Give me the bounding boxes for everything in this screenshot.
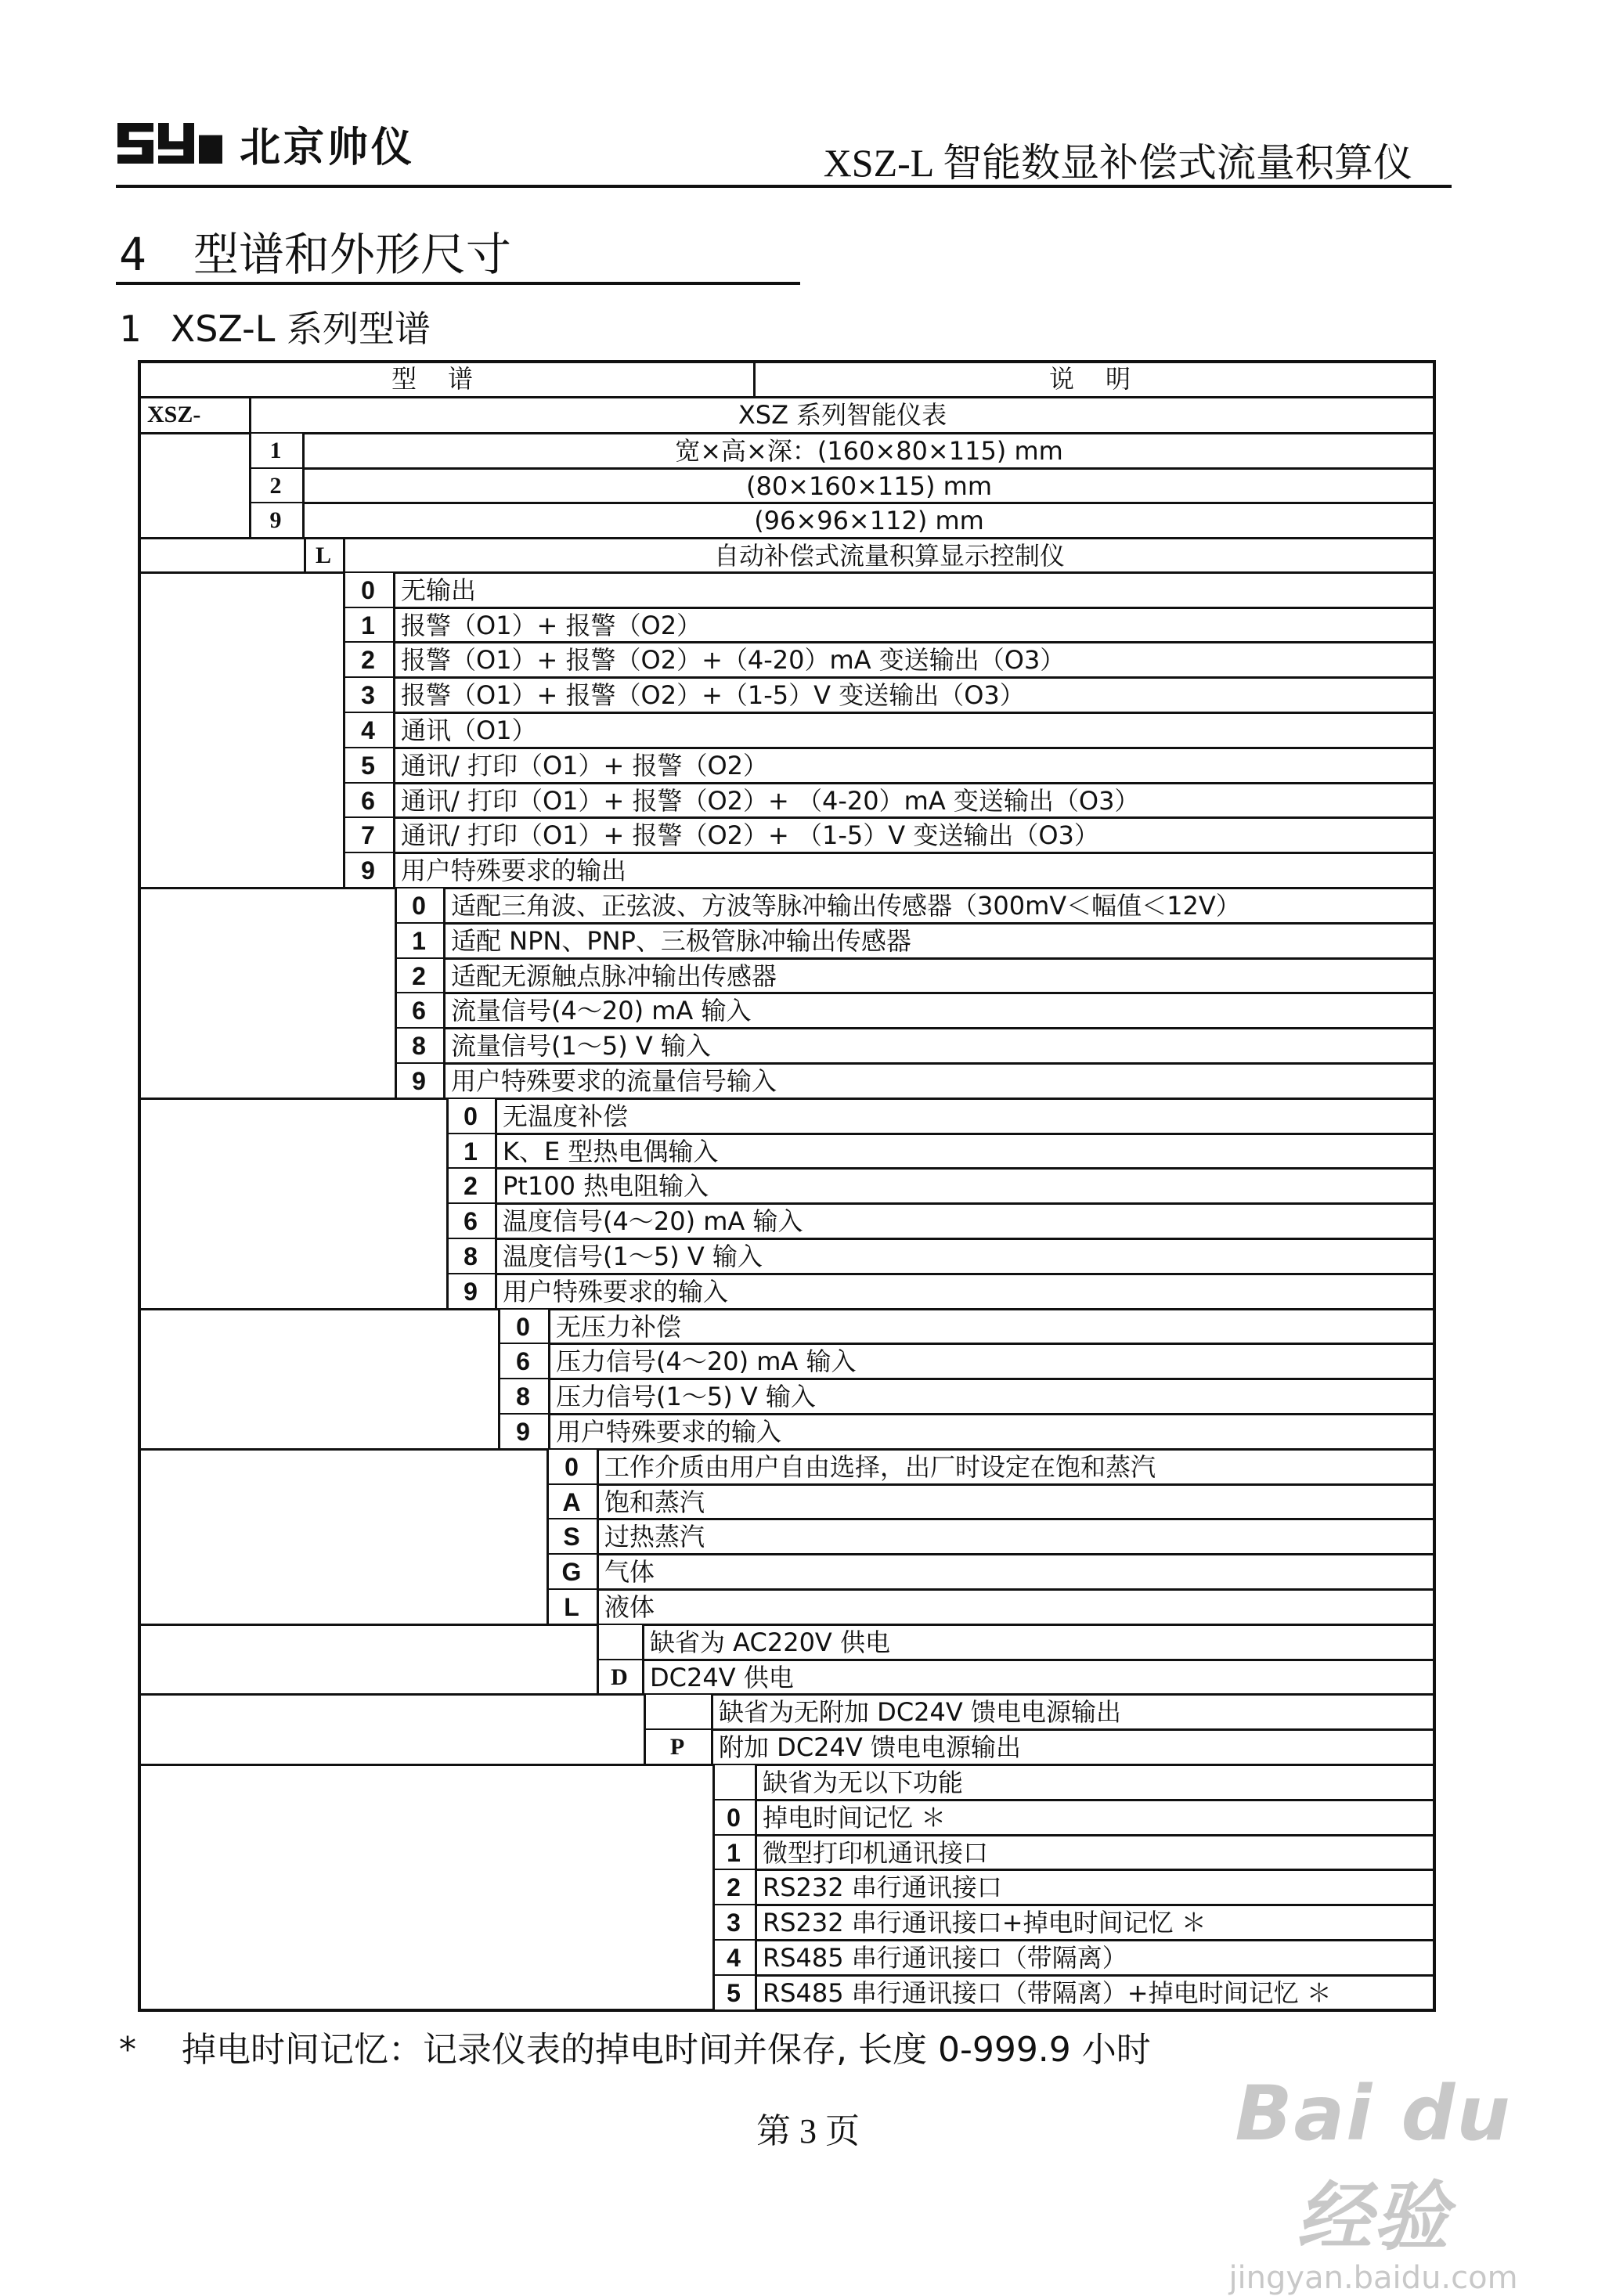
- desc-outputs-9: 用户特殊要求的输出: [401, 856, 627, 886]
- code-col-left: [395, 888, 397, 1099]
- desc-flow_inputs-2: 适配无源触点脉冲输出传感器: [451, 961, 777, 991]
- desc-sizes-9: (96×96×112) mm: [754, 506, 984, 536]
- code-media-L: L: [546, 1590, 597, 1624]
- desc-feed-P: 附加 DC24V 馈电电源输出: [719, 1732, 1021, 1763]
- desc-media-G: 气体: [604, 1557, 655, 1588]
- desc-functions-default: 缺省为无以下功能: [763, 1768, 964, 1797]
- code-flow_inputs-6: 6: [395, 993, 443, 1028]
- code-col-left: [446, 1099, 449, 1310]
- desc-pressure_inputs-0: 无压力补偿: [556, 1311, 682, 1342]
- page-number: 第 3 页: [756, 2112, 860, 2150]
- desc-outputs-4: 通讯（O1）: [401, 715, 537, 745]
- desc-media-L: 液体: [604, 1592, 655, 1622]
- code-col-left: [249, 434, 251, 539]
- desc-pressure_inputs-9: 用户特殊要求的输入: [556, 1417, 782, 1447]
- group-rule: [138, 2009, 1436, 2012]
- code-series: L: [315, 542, 331, 568]
- code-media-0: 0: [546, 1450, 597, 1484]
- watermark-brand: Bai du 经验: [1235, 2070, 1512, 2261]
- code-col-left: [597, 1625, 599, 1696]
- desc-pressure_inputs-8: 压力信号(1～5) V 输入: [556, 1382, 816, 1412]
- code-col-right: [548, 1310, 550, 1450]
- code-col-left: [546, 1450, 549, 1625]
- code-functions-5: 5: [712, 1976, 755, 2010]
- company-name: 北京帅仪: [240, 123, 416, 171]
- code-functions-default: [712, 1765, 755, 1800]
- code-sizes-1: 1: [249, 434, 302, 468]
- code-functions-0: 0: [712, 1800, 755, 1835]
- code-sizes-9: 9: [249, 503, 302, 538]
- desc-feed-default: 缺省为无附加 DC24V 馈电电源输出: [719, 1697, 1121, 1728]
- code-temp_inputs-6: 6: [446, 1204, 495, 1238]
- code-flow_inputs-9: 9: [395, 1064, 443, 1098]
- code-pressure_inputs-8: 8: [498, 1379, 548, 1414]
- desc-pressure_inputs-6: 压力信号(4～20) mA 输入: [556, 1346, 857, 1377]
- desc-outputs-6: 通讯/ 打印（O1）+ 报警（O2）+ （4-20）mA 变送输出（O3）: [401, 785, 1140, 816]
- footnote: [119, 2021, 1151, 2071]
- desc-temp_inputs-2: Pt100 热电阻输入: [503, 1171, 709, 1202]
- desc-outputs-2: 报警（O1）+ 报警（O2）+（4-20）mA 变送输出（O3）: [401, 645, 1066, 676]
- desc-media-0: 工作介质由用户自由选择，出厂时设定在饱和蒸汽: [604, 1451, 1156, 1482]
- code-functions-1: 1: [712, 1836, 755, 1870]
- code-outputs-5: 5: [343, 748, 393, 783]
- desc-power-default: 缺省为 AC220V 供电: [650, 1627, 890, 1657]
- code-feed-P: P: [644, 1730, 711, 1764]
- code-temp_inputs-9: 9: [446, 1274, 495, 1309]
- desc-flow_inputs-8: 流量信号(1～5) V 输入: [451, 1031, 711, 1061]
- code-flow_inputs-2: 2: [395, 959, 443, 993]
- desc-outputs-0: 无输出: [401, 575, 477, 605]
- desc-power-D: DC24V 供电: [650, 1662, 794, 1692]
- desc-flow_inputs-1: 适配 NPN、PNP、三极管脉冲输出传感器: [451, 925, 911, 956]
- code-sizes-2: 2: [249, 469, 302, 503]
- code-flow_inputs-1: 1: [395, 924, 443, 958]
- code-col-right: [711, 1695, 713, 1765]
- code-col-left: [712, 1765, 715, 2011]
- desc-media-S: 过热蒸汽: [604, 1522, 705, 1552]
- code-outputs-4: 4: [343, 713, 393, 748]
- code-functions-3: 3: [712, 1905, 755, 1940]
- header-description: 说明: [1049, 364, 1163, 394]
- desc-flow_inputs-6: 流量信号(4～20) mA 输入: [451, 996, 752, 1026]
- desc-flow_inputs-9: 用户特殊要求的流量信号输入: [451, 1066, 777, 1096]
- code-outputs-2: 2: [343, 643, 393, 677]
- row-rule: [546, 1553, 1436, 1555]
- code-col-right: [597, 1450, 599, 1625]
- desc-functions-5: RS485 串行通讯接口（带隔离）+掉电时间记忆 ＊: [763, 1977, 1332, 2008]
- document-title: XSZ-L 智能数显补偿式流量积算仪: [823, 141, 1412, 185]
- group-rule: [138, 1308, 1436, 1310]
- desc-functions-4: RS485 串行通讯接口（带隔离）: [763, 1943, 1127, 1973]
- col-rule: [304, 539, 306, 573]
- desc-flow_inputs-0: 适配三角波、正弦波、方波等脉冲输出传感器（300mV＜幅值＜12V）: [451, 891, 1241, 921]
- code-col-left: [498, 1310, 500, 1450]
- code-col-right: [642, 1625, 644, 1696]
- footnote-mark: *: [119, 2030, 136, 2070]
- subsection-number: 1: [119, 308, 141, 350]
- code-outputs-7: 7: [343, 818, 393, 852]
- code-media-S: S: [546, 1519, 597, 1554]
- desc-temp_inputs-9: 用户特殊要求的输入: [503, 1276, 729, 1307]
- row-rule: [546, 1588, 1436, 1591]
- watermark: [1209, 2070, 1538, 2296]
- group-rule: [138, 1098, 1436, 1100]
- desc-temp_inputs-1: K、E 型热电偶输入: [503, 1136, 719, 1166]
- code-col-right: [495, 1099, 497, 1310]
- code-temp_inputs-2: 2: [446, 1169, 495, 1203]
- code-col-right: [302, 434, 305, 539]
- code-pressure_inputs-9: 9: [498, 1415, 548, 1449]
- code-col-right: [443, 888, 445, 1099]
- code-outputs-1: 1: [343, 608, 393, 643]
- desc-outputs-1: 报警（O1）+ 报警（O2）: [401, 610, 702, 640]
- desc-functions-1: 微型打印机通讯接口: [763, 1837, 989, 1868]
- code-functions-2: 2: [712, 1870, 755, 1905]
- code-base: XSZ-: [147, 402, 201, 427]
- watermark-url: jingyan.baidu.com: [1228, 2260, 1518, 2296]
- row-rule: [138, 571, 1436, 574]
- code-outputs-0: 0: [343, 573, 393, 607]
- header-divider: [753, 360, 756, 396]
- code-temp_inputs-8: 8: [446, 1239, 495, 1274]
- code-media-G: G: [546, 1555, 597, 1589]
- code-outputs-6: 6: [343, 784, 393, 818]
- desc-functions-2: RS232 串行通讯接口: [763, 1872, 1002, 1903]
- desc-functions-0: 掉电时间记忆 ＊: [763, 1802, 947, 1833]
- desc-sizes-2: (80×160×115) mm: [746, 470, 992, 501]
- desc-temp_inputs-0: 无温度补偿: [503, 1101, 629, 1131]
- section-title-text: 型谱和外形尺寸: [193, 228, 511, 281]
- code-temp_inputs-1: 1: [446, 1134, 495, 1169]
- desc-series: 自动补偿式流量积算显示控制仪: [713, 540, 1065, 571]
- header-model: 型谱: [391, 364, 505, 394]
- code-pressure_inputs-6: 6: [498, 1344, 548, 1379]
- desc-media-A: 饱和蒸汽: [604, 1487, 705, 1517]
- desc-base: XSZ 系列智能仪表: [738, 400, 947, 430]
- desc-outputs-5: 通讯/ 打印（O1）+ 报警（O2）: [401, 750, 769, 780]
- code-col-right: [393, 573, 395, 888]
- code-power-D: D: [597, 1660, 642, 1695]
- desc-sizes-1: 宽×高×深：(160×80×115) mm: [675, 436, 1063, 466]
- desc-functions-3: RS232 串行通讯接口+掉电时间记忆 ＊: [763, 1908, 1207, 1938]
- code-flow_inputs-0: 0: [395, 888, 443, 923]
- code-media-A: A: [546, 1485, 597, 1519]
- code-outputs-3: 3: [343, 678, 393, 712]
- desc-temp_inputs-8: 温度信号(1～5) V 输入: [503, 1242, 763, 1271]
- code-col-left: [644, 1695, 646, 1765]
- code-feed-default: [644, 1695, 711, 1729]
- desc-outputs-3: 报警（O1）+ 报警（O2）+（1-5）V 变送输出（O3）: [401, 680, 1025, 711]
- code-col-right: [755, 1765, 757, 2011]
- desc-outputs-7: 通讯/ 打印（O1）+ 报警（O2）+ （1-5）V 变送输出（O3）: [401, 820, 1099, 851]
- footnote-text: 掉电时间记忆：记录仪表的掉电时间并保存, 长度 0-999.9 小时: [182, 2030, 1151, 2070]
- desc-temp_inputs-6: 温度信号(4～20) mA 输入: [503, 1206, 803, 1237]
- code-functions-4: 4: [712, 1941, 755, 1975]
- code-outputs-9: 9: [343, 853, 393, 888]
- code-pressure_inputs-0: 0: [498, 1310, 548, 1344]
- code-power-default: [597, 1625, 642, 1660]
- code-temp_inputs-0: 0: [446, 1099, 495, 1134]
- code-col-left: [343, 573, 345, 888]
- subsection-title-text: XSZ-L 系列型谱: [170, 308, 431, 350]
- section-number: 4: [119, 228, 146, 281]
- code-flow_inputs-8: 8: [395, 1029, 443, 1063]
